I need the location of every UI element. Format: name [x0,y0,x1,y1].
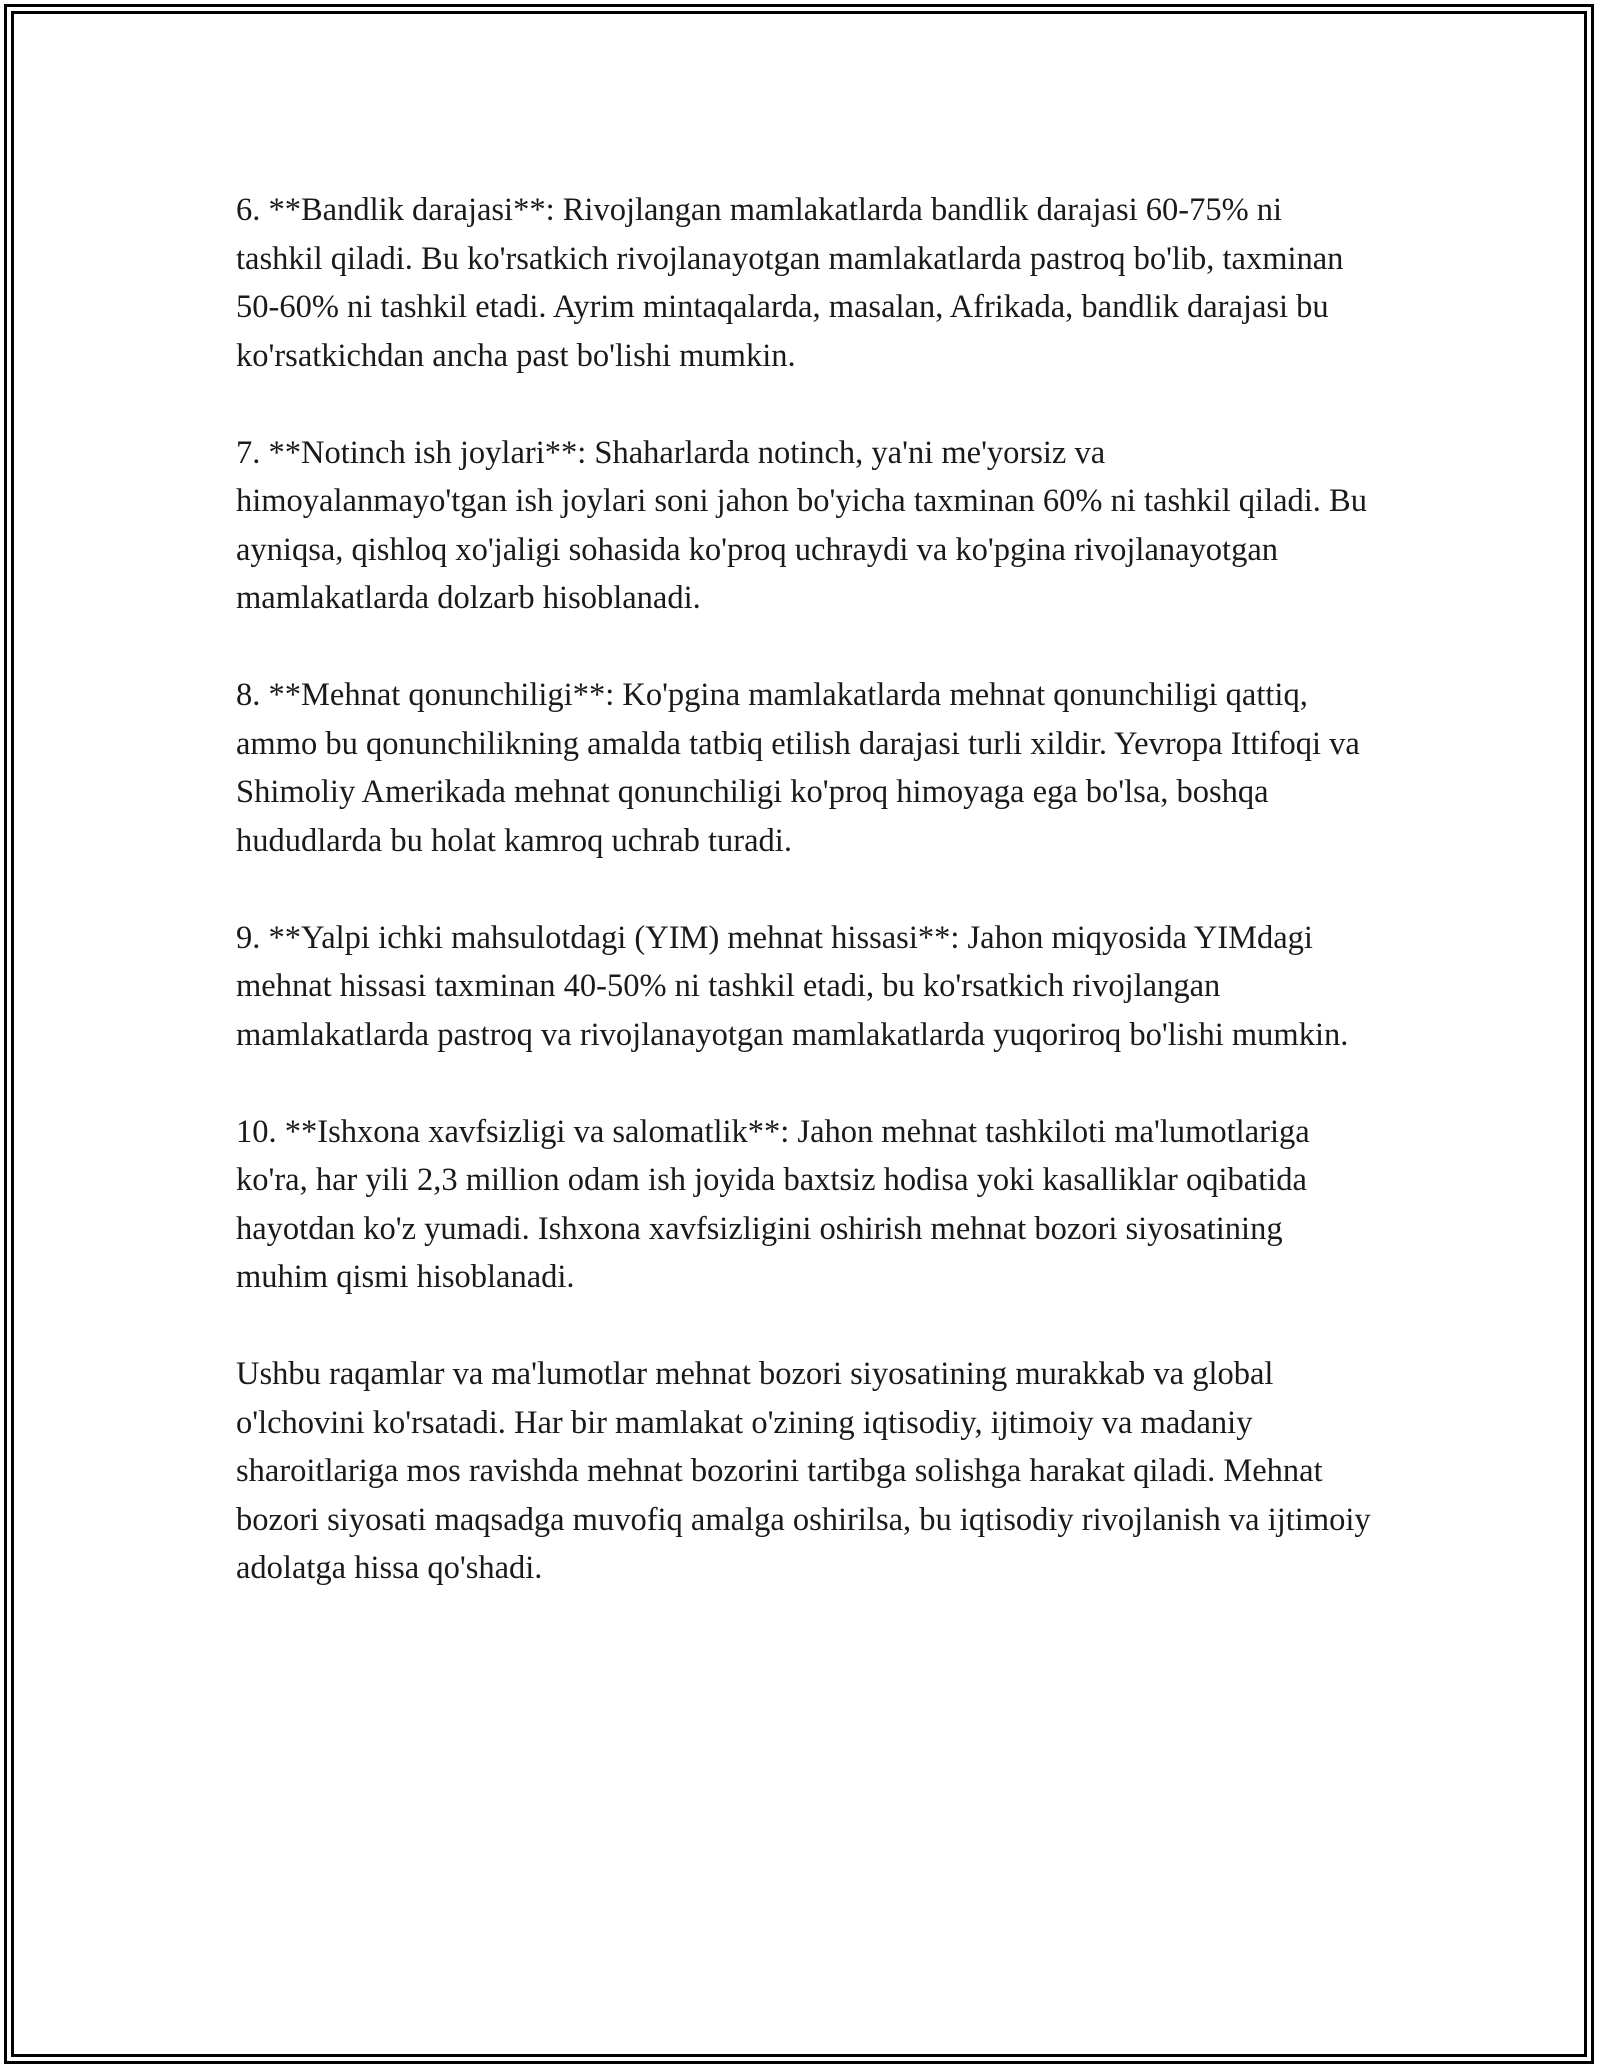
paragraph-labor-share-gdp: 9. **Yalpi ichki mahsulotdagi (YIM) mehnat hissasi**: Jahon miqyosida YIMdagi mehnat hissasi taxminan 40-50% ni tashkil etadi, bu ko'rsatkich rivojlangan mamlakatlarda pastroq va rivojlanayotgan mamlakatlarda yuqoriroq bo'lishi mumkin. [236,919,1349,1053]
paragraph-employment-rate: 6. **Bandlik darajasi**: Rivojlangan mamlakatlarda bandlik darajasi 60-75% ni tashkil qiladi. Bu ko'rsatkich rivojlanayotgan mamlakatlarda pastroq bo'lib, taxminan 50-60% ni tashkil etadi. Ayrim mintaqalarda, masalan, Afrikada, bandlik darajasi bu ko'rsatkichdan ancha past bo'lishi mumkin. [236,192,1344,374]
paragraph-conclusion: Ushbu raqamlar va ma'lumotlar mehnat bozori siyosatining murakkab va global o'lchovini ko'rsatadi. Har bir mamlakat o'zining iqtisodiy, ijtimoiy va madaniy sharoitlariga mos ravishda mehnat bozorini tartibga solishga harakat qiladi. Mehnat bozori siyosati maqsadga muvofiq amalga oshirilsa, bu iqtisodiy rivojlanish va ijtimoiy adolatga hissa qo'shadi. [236,1356,1371,1586]
paragraph-informal-jobs: 7. **Notinch ish joylari**: Shaharlarda notinch, ya'ni me'yorsiz va himoyalanmayo'tgan ish joylari soni jahon bo'yicha taxminan 60% ni tashkil qiladi. Bu ayniqsa, qishloq xo'jaligi sohasida ko'proq uchraydi va ko'pgina rivojlanayotgan mamlakatlarda dolzarb hisoblanadi. [236,434,1367,616]
paragraph-workplace-safety: 10. **Ishxona xavfsizligi va salomatlik**: Jahon mehnat tashkiloti ma'lumotlariga ko'ra, har yili 2,3 million odam ish joyida baxtsiz hodisa yoki kasalliklar oqibatida hayotdan ko'z yumadi. Ishxona xavfsizligini oshirish mehnat bozori siyosatining muhim qismi hisoblanadi. [236,1113,1310,1295]
document-body [236,186,1376,1641]
paragraph-labor-legislation: 8. **Mehnat qonunchiligi**: Ko'pgina mamlakatlarda mehnat qonunchiligi qattiq, ammo bu qonunchilikning amalda tatbiq etilish darajasi turli xildir. Yevropa Ittifoqi va Shimoliy Amerikada mehnat qonunchiligi ko'proq himoyaga ega bo'lsa, boshqa hududlarda bu holat kamroq uchrab turadi. [236,677,1360,859]
